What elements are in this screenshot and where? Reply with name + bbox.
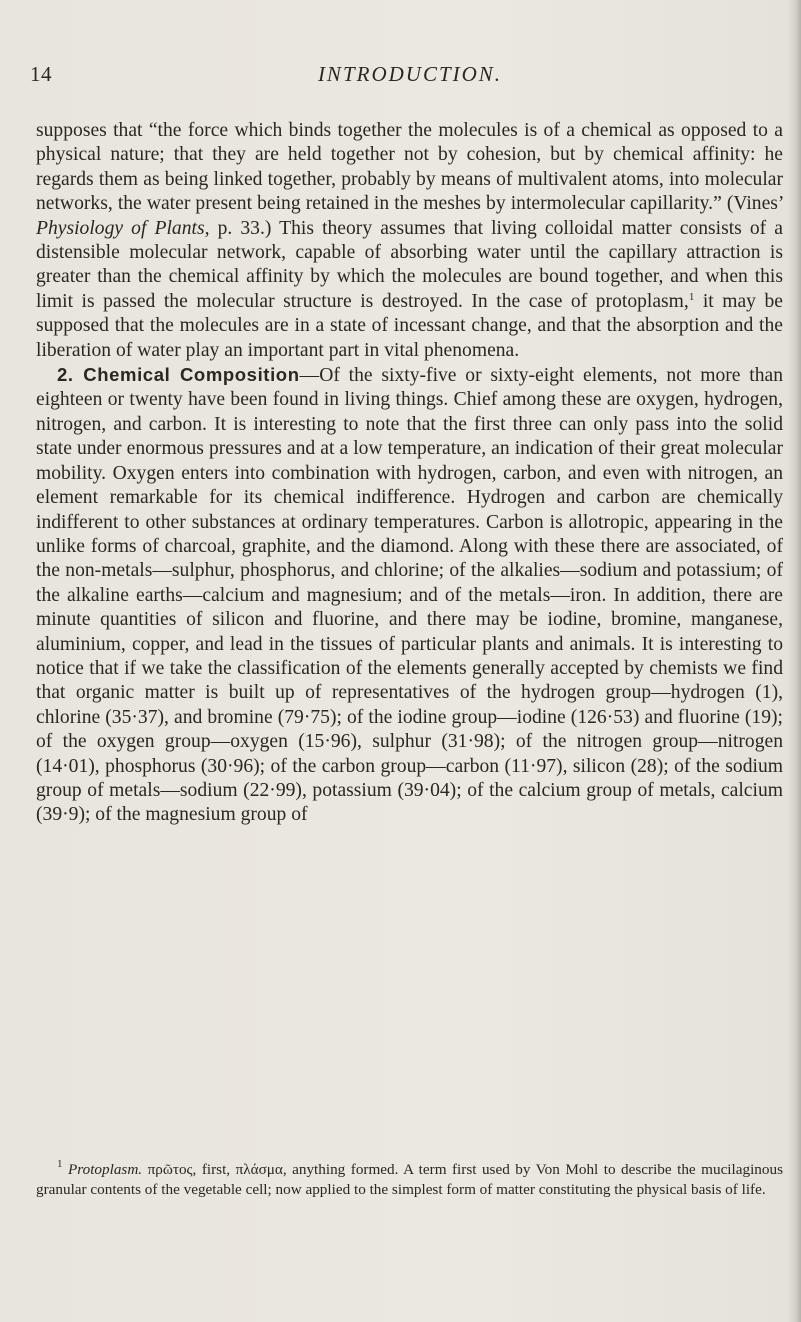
paragraph-1-end: it may be supposed that the molecules are in a state of incessant change, and that the absorption and the liberation of water play an important part in vital phenomena. bbox=[36, 290, 783, 361]
footnote-marker: 1 bbox=[688, 290, 695, 303]
running-head: INTRODUCTION. bbox=[317, 62, 503, 86]
paragraph-1 bbox=[36, 119, 783, 363]
footnote bbox=[36, 1160, 783, 1200]
page-header bbox=[30, 62, 790, 92]
paragraph-1-continued: p. 33.) This theory assumes that living colloidal matter consists of a distensible molecular network, capable of absorbing water until the capillary attraction is greater than the chemical affinity by which the molecules are bound together, and when this limit is passed the molecular structure is destroyed. In the case of protoplasm, bbox=[36, 217, 783, 312]
page-edge-shadow bbox=[787, 0, 801, 1322]
paragraph-1-text: supposes that “the force which binds together the molecules is of a chemical as opposed to a physical nature; that they are held together not by cohesion, but by chemical affinity: he regards them as being linked together, probably by means of multivalent atoms, into molecular networks, the water present being retained in the meshes by intermolecular capillarity.” (Vines’ bbox=[36, 120, 783, 215]
footnote-text: πρῶτος, first, πλάσμα, anything formed. A term first used by Von Mohl to describe the mucilaginous granular contents of the vegetable cell; now applied to the simplest form of matter constituting the physical basis of life. bbox=[36, 1161, 783, 1199]
paragraph-2-text: —Of the sixty-five or sixty-eight elements, not more than eighteen or twenty have been found in living things. Chief among these are oxygen, hydrogen, nitrogen, and carbon. It is interesting to note that the first three can only pass into the solid state under enormous pressures and at a low temperature, an indication of their great molecular mobility. Oxygen enters into combination with hydrogen, carbon, and even with nitrogen, an element remarkable for its chemical indifference. Hydrogen and carbon are chemically indifferent to other substances at ordinary temperatures. Carbon is allotropic, appearing in the unlike forms of charcoal, graphite, and the diamond. Along with these there are associated, of the non-metals—sulphur, phosphorus, and chlorine; of the alkalies—sodium and potassium; of the alkaline earths—calcium and magnesium; and of the metals—iron. In addition, there are minute quantities of silicon and fluorine, and there may be iodine, bromine, manganese, aluminium, copper, and lead in the tissues of particular plants and animals. It is interesting to notice that if we take the classification of the elements generally accepted by chemists we find that organic matter is built up of representatives of the hydrogen group—hydrogen (1), chlorine (35·37), and bromine (79·75); of the iodine group—iodine (126·53) and fluorine (19); of the oxygen group—oxygen (15·96), sulphur (31·98); of the nitrogen group—nitrogen (14·01), phosphorus (30·96); of the carbon group—carbon (11·97), silicon (28); of the sodium group of metals—sodium (22·99), potassium (39·04); of the calcium group of metals, calcium (39·9); of the magnesium group of bbox=[36, 365, 783, 826]
page-number: 14 bbox=[30, 62, 52, 86]
citation-title: Physiology of Plants, bbox=[36, 217, 210, 239]
footnote-term: Protoplasm. bbox=[67, 1161, 143, 1178]
section-heading: 2. Chemical Composition bbox=[57, 364, 300, 386]
footnote-number: 1 bbox=[57, 1158, 63, 1170]
body-text bbox=[36, 119, 783, 828]
footnote-paragraph bbox=[36, 1160, 783, 1200]
paragraph-2 bbox=[36, 363, 783, 828]
